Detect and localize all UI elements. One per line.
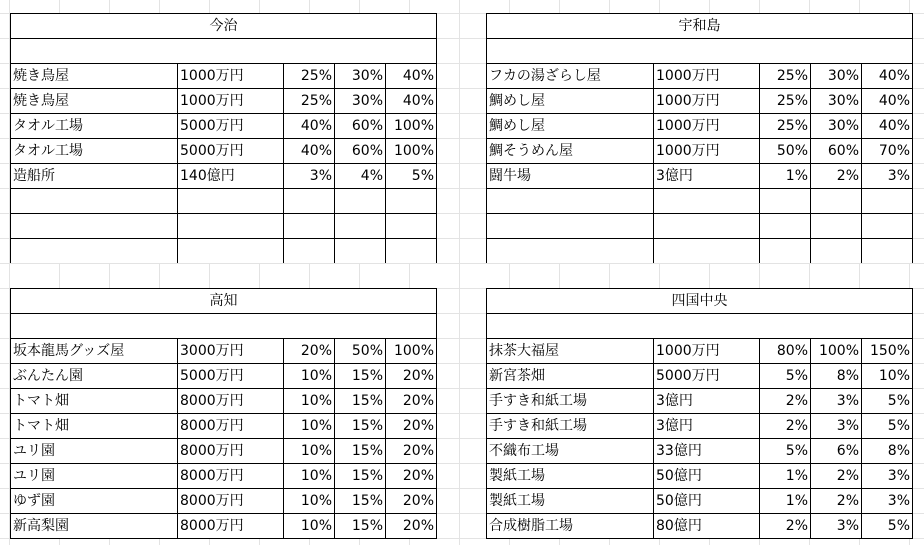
- rate-low-cell[interactable]: 80%: [760, 339, 811, 364]
- rate-high-cell[interactable]: 8%: [862, 439, 913, 464]
- table-row: [487, 464, 913, 489]
- rate-low-cell[interactable]: 25%: [284, 89, 335, 114]
- business-name-cell[interactable]: タオル工場: [11, 114, 178, 139]
- rate-low-cell[interactable]: 25%: [760, 114, 811, 139]
- investment-cell[interactable]: [654, 214, 760, 239]
- rate-low-cell[interactable]: 40%: [284, 114, 335, 139]
- rate-mid-cell[interactable]: 30%: [811, 114, 862, 139]
- empty-cell[interactable]: [11, 314, 437, 339]
- investment-cell[interactable]: 3000万円: [178, 339, 284, 364]
- block-title[interactable]: 宇和島: [487, 14, 913, 39]
- rate-high-cell[interactable]: 40%: [386, 64, 437, 89]
- business-name-cell[interactable]: 新宮茶畑: [487, 364, 654, 389]
- rate-mid-cell[interactable]: 60%: [335, 139, 386, 164]
- investment-cell[interactable]: 33億円: [654, 439, 760, 464]
- rate-low-cell[interactable]: [760, 239, 811, 264]
- rate-mid-cell[interactable]: [811, 214, 862, 239]
- rate-mid-cell[interactable]: 15%: [335, 364, 386, 389]
- investment-cell[interactable]: 1000万円: [178, 64, 284, 89]
- rate-high-cell[interactable]: 40%: [862, 89, 913, 114]
- table-row: [11, 339, 437, 364]
- table-row: [11, 64, 437, 89]
- rate-mid-cell[interactable]: 30%: [335, 64, 386, 89]
- table-row: [11, 489, 437, 514]
- investment-cell[interactable]: 50億円: [654, 464, 760, 489]
- business-name-cell[interactable]: [487, 214, 654, 239]
- rate-mid-cell[interactable]: 30%: [811, 89, 862, 114]
- table-row: [11, 214, 437, 239]
- rate-high-cell[interactable]: 150%: [862, 339, 913, 364]
- investment-cell[interactable]: [654, 239, 760, 264]
- header-spacer-row: [11, 39, 437, 64]
- table-row: [11, 164, 437, 189]
- rate-high-cell[interactable]: 20%: [386, 464, 437, 489]
- business-name-cell[interactable]: 抹茶大福屋: [487, 339, 654, 364]
- business-name-cell[interactable]: タオル工場: [11, 139, 178, 164]
- business-name-cell[interactable]: ゆず園: [11, 489, 178, 514]
- rate-mid-cell[interactable]: 15%: [335, 414, 386, 439]
- rate-low-cell[interactable]: 10%: [284, 364, 335, 389]
- table-row: [11, 189, 437, 214]
- investment-cell[interactable]: 8000万円: [178, 464, 284, 489]
- rate-low-cell[interactable]: 5%: [760, 364, 811, 389]
- table-row: [487, 139, 913, 164]
- investment-cell[interactable]: 50億円: [654, 489, 760, 514]
- empty-cell[interactable]: [487, 314, 913, 339]
- rate-low-cell[interactable]: 20%: [284, 339, 335, 364]
- header-spacer-row: [487, 39, 913, 64]
- table-row: [11, 389, 437, 414]
- rate-high-cell[interactable]: 3%: [862, 489, 913, 514]
- rate-high-cell[interactable]: 100%: [386, 139, 437, 164]
- table-row: [11, 89, 437, 114]
- business-name-cell[interactable]: 焼き鳥屋: [11, 64, 178, 89]
- rate-high-cell[interactable]: 3%: [862, 464, 913, 489]
- business-name-cell[interactable]: ユリ園: [11, 464, 178, 489]
- rate-mid-cell[interactable]: 60%: [335, 114, 386, 139]
- investment-cell[interactable]: 8000万円: [178, 514, 284, 539]
- rate-low-cell[interactable]: 10%: [284, 439, 335, 464]
- rate-low-cell[interactable]: [284, 239, 335, 264]
- rate-low-cell[interactable]: 2%: [760, 414, 811, 439]
- business-name-cell[interactable]: [11, 214, 178, 239]
- business-name-cell[interactable]: 製紙工場: [487, 489, 654, 514]
- rate-mid-cell[interactable]: 2%: [811, 164, 862, 189]
- investment-cell[interactable]: 1000万円: [178, 89, 284, 114]
- investment-cell[interactable]: 5000万円: [178, 364, 284, 389]
- table-row: [487, 389, 913, 414]
- rate-high-cell[interactable]: 20%: [386, 439, 437, 464]
- rate-low-cell[interactable]: 10%: [284, 489, 335, 514]
- rate-high-cell[interactable]: 100%: [386, 339, 437, 364]
- table-row: [487, 189, 913, 214]
- rate-high-cell[interactable]: 20%: [386, 414, 437, 439]
- investment-cell[interactable]: 1000万円: [654, 339, 760, 364]
- rate-low-cell[interactable]: 1%: [760, 464, 811, 489]
- rate-mid-cell[interactable]: 100%: [811, 339, 862, 364]
- table-row: [11, 514, 437, 539]
- business-name-cell[interactable]: ユリ園: [11, 439, 178, 464]
- table-uwajima: [486, 13, 913, 263]
- investment-cell[interactable]: 140億円: [178, 164, 284, 189]
- investment-cell[interactable]: [178, 189, 284, 214]
- header-spacer-row: [11, 314, 437, 339]
- rate-low-cell[interactable]: 10%: [284, 389, 335, 414]
- rate-mid-cell[interactable]: 6%: [811, 439, 862, 464]
- investment-cell[interactable]: 5000万円: [654, 364, 760, 389]
- table-row: [487, 339, 913, 364]
- rate-low-cell[interactable]: 25%: [760, 89, 811, 114]
- business-name-cell[interactable]: 鯛そうめん屋: [487, 139, 654, 164]
- table-row: [487, 114, 913, 139]
- table-row: [11, 239, 437, 264]
- investment-cell[interactable]: 1000万円: [654, 114, 760, 139]
- rate-high-cell[interactable]: [862, 214, 913, 239]
- rate-low-cell[interactable]: 2%: [760, 389, 811, 414]
- rate-low-cell[interactable]: 2%: [760, 514, 811, 539]
- investment-cell[interactable]: [178, 239, 284, 264]
- business-name-cell[interactable]: ぶんたん園: [11, 364, 178, 389]
- rate-mid-cell[interactable]: [335, 189, 386, 214]
- investment-cell[interactable]: 8000万円: [178, 389, 284, 414]
- investment-cell[interactable]: [654, 189, 760, 214]
- table-kochi: [10, 288, 437, 539]
- table-row: [487, 489, 913, 514]
- business-name-cell[interactable]: 闘牛場: [487, 164, 654, 189]
- business-name-cell[interactable]: フカの湯ざらし屋: [487, 64, 654, 89]
- business-name-cell[interactable]: トマト畑: [11, 389, 178, 414]
- rate-mid-cell[interactable]: 4%: [335, 164, 386, 189]
- rate-high-cell[interactable]: [862, 239, 913, 264]
- rate-high-cell[interactable]: 20%: [386, 489, 437, 514]
- block-title[interactable]: 四国中央: [487, 289, 913, 314]
- business-name-cell[interactable]: 不織布工場: [487, 439, 654, 464]
- rate-high-cell[interactable]: 5%: [862, 414, 913, 439]
- table-row: [487, 514, 913, 539]
- business-name-cell[interactable]: 新高梨園: [11, 514, 178, 539]
- business-name-cell[interactable]: [11, 189, 178, 214]
- table-row: [11, 464, 437, 489]
- rate-low-cell[interactable]: 10%: [284, 464, 335, 489]
- table-shikokuchuo: [486, 288, 913, 539]
- business-name-cell[interactable]: 鯛めし屋: [487, 89, 654, 114]
- rate-high-cell[interactable]: 40%: [862, 114, 913, 139]
- investment-cell[interactable]: 5000万円: [178, 114, 284, 139]
- business-name-cell[interactable]: 鯛めし屋: [487, 114, 654, 139]
- rate-mid-cell[interactable]: 3%: [811, 389, 862, 414]
- rate-low-cell[interactable]: 3%: [284, 164, 335, 189]
- rate-high-cell[interactable]: 70%: [862, 139, 913, 164]
- rate-low-cell[interactable]: 25%: [760, 64, 811, 89]
- rate-low-cell[interactable]: 1%: [760, 489, 811, 514]
- table-row: [487, 164, 913, 189]
- rate-low-cell[interactable]: [284, 189, 335, 214]
- business-name-cell[interactable]: 焼き鳥屋: [11, 89, 178, 114]
- rate-mid-cell[interactable]: 15%: [335, 389, 386, 414]
- rate-mid-cell[interactable]: 2%: [811, 464, 862, 489]
- empty-cell[interactable]: [487, 39, 913, 64]
- rate-high-cell[interactable]: 20%: [386, 514, 437, 539]
- rate-high-cell[interactable]: 20%: [386, 389, 437, 414]
- rate-low-cell[interactable]: 1%: [760, 164, 811, 189]
- rate-mid-cell[interactable]: [811, 189, 862, 214]
- rate-low-cell[interactable]: 25%: [284, 64, 335, 89]
- investment-cell[interactable]: 3億円: [654, 164, 760, 189]
- rate-mid-cell[interactable]: 2%: [811, 489, 862, 514]
- empty-cell[interactable]: [11, 39, 437, 64]
- rate-high-cell[interactable]: 20%: [386, 364, 437, 389]
- business-name-cell[interactable]: [487, 189, 654, 214]
- rate-high-cell[interactable]: 5%: [862, 514, 913, 539]
- table-row: [487, 414, 913, 439]
- header-spacer-row: [487, 314, 913, 339]
- rate-high-cell[interactable]: [386, 239, 437, 264]
- rate-high-cell[interactable]: 5%: [862, 389, 913, 414]
- business-name-cell[interactable]: 造船所: [11, 164, 178, 189]
- rate-mid-cell[interactable]: [811, 239, 862, 264]
- rate-low-cell[interactable]: [284, 214, 335, 239]
- table-row: [487, 239, 913, 264]
- table-row: [487, 214, 913, 239]
- rate-mid-cell[interactable]: 15%: [335, 464, 386, 489]
- rate-high-cell[interactable]: 3%: [862, 164, 913, 189]
- rate-high-cell[interactable]: [386, 214, 437, 239]
- block-title[interactable]: 今治: [11, 14, 437, 39]
- rate-mid-cell[interactable]: 15%: [335, 489, 386, 514]
- investment-cell[interactable]: 3億円: [654, 414, 760, 439]
- rate-mid-cell[interactable]: 30%: [335, 89, 386, 114]
- table-row: [487, 64, 913, 89]
- investment-cell[interactable]: [178, 214, 284, 239]
- rate-low-cell[interactable]: 5%: [760, 439, 811, 464]
- rate-high-cell[interactable]: 10%: [862, 364, 913, 389]
- investment-cell[interactable]: 1000万円: [654, 64, 760, 89]
- rate-low-cell[interactable]: 10%: [284, 414, 335, 439]
- rate-low-cell[interactable]: [760, 214, 811, 239]
- rate-mid-cell[interactable]: 50%: [335, 339, 386, 364]
- business-name-cell[interactable]: 製紙工場: [487, 464, 654, 489]
- table-row: [487, 89, 913, 114]
- table-row: [11, 139, 437, 164]
- table-row: [11, 114, 437, 139]
- rate-mid-cell[interactable]: 3%: [811, 414, 862, 439]
- rate-mid-cell[interactable]: 60%: [811, 139, 862, 164]
- table-row: [487, 364, 913, 389]
- investment-cell[interactable]: 8000万円: [178, 414, 284, 439]
- rate-mid-cell[interactable]: 8%: [811, 364, 862, 389]
- block-title[interactable]: 高知: [11, 289, 437, 314]
- investment-cell[interactable]: 1000万円: [654, 89, 760, 114]
- rate-mid-cell[interactable]: 15%: [335, 514, 386, 539]
- table-row: [487, 439, 913, 464]
- business-name-cell[interactable]: 手すき和紙工場: [487, 389, 654, 414]
- table-row: [11, 439, 437, 464]
- rate-mid-cell[interactable]: [335, 239, 386, 264]
- rate-low-cell[interactable]: 40%: [284, 139, 335, 164]
- investment-cell[interactable]: 8000万円: [178, 489, 284, 514]
- business-name-cell[interactable]: 合成樹脂工場: [487, 514, 654, 539]
- rate-low-cell[interactable]: [760, 189, 811, 214]
- rate-high-cell[interactable]: [862, 189, 913, 214]
- rate-mid-cell[interactable]: 30%: [811, 64, 862, 89]
- table-imabari: [10, 13, 437, 263]
- business-name-cell[interactable]: 坂本龍馬グッズ屋: [11, 339, 178, 364]
- investment-cell[interactable]: 3億円: [654, 389, 760, 414]
- table-row: [11, 364, 437, 389]
- rate-mid-cell[interactable]: 3%: [811, 514, 862, 539]
- business-name-cell[interactable]: 手すき和紙工場: [487, 414, 654, 439]
- investment-cell[interactable]: 1000万円: [654, 139, 760, 164]
- rate-low-cell[interactable]: 50%: [760, 139, 811, 164]
- rate-high-cell[interactable]: 5%: [386, 164, 437, 189]
- investment-cell[interactable]: 8000万円: [178, 439, 284, 464]
- business-name-cell[interactable]: [11, 239, 178, 264]
- rate-mid-cell[interactable]: [335, 214, 386, 239]
- table-row: [11, 414, 437, 439]
- investment-cell[interactable]: 80億円: [654, 514, 760, 539]
- business-name-cell[interactable]: [487, 239, 654, 264]
- rate-high-cell[interactable]: 40%: [862, 64, 913, 89]
- rate-low-cell[interactable]: 10%: [284, 514, 335, 539]
- business-name-cell[interactable]: トマト畑: [11, 414, 178, 439]
- rate-high-cell[interactable]: [386, 189, 437, 214]
- rate-high-cell[interactable]: 40%: [386, 89, 437, 114]
- investment-cell[interactable]: 5000万円: [178, 139, 284, 164]
- rate-high-cell[interactable]: 100%: [386, 114, 437, 139]
- rate-mid-cell[interactable]: 15%: [335, 439, 386, 464]
